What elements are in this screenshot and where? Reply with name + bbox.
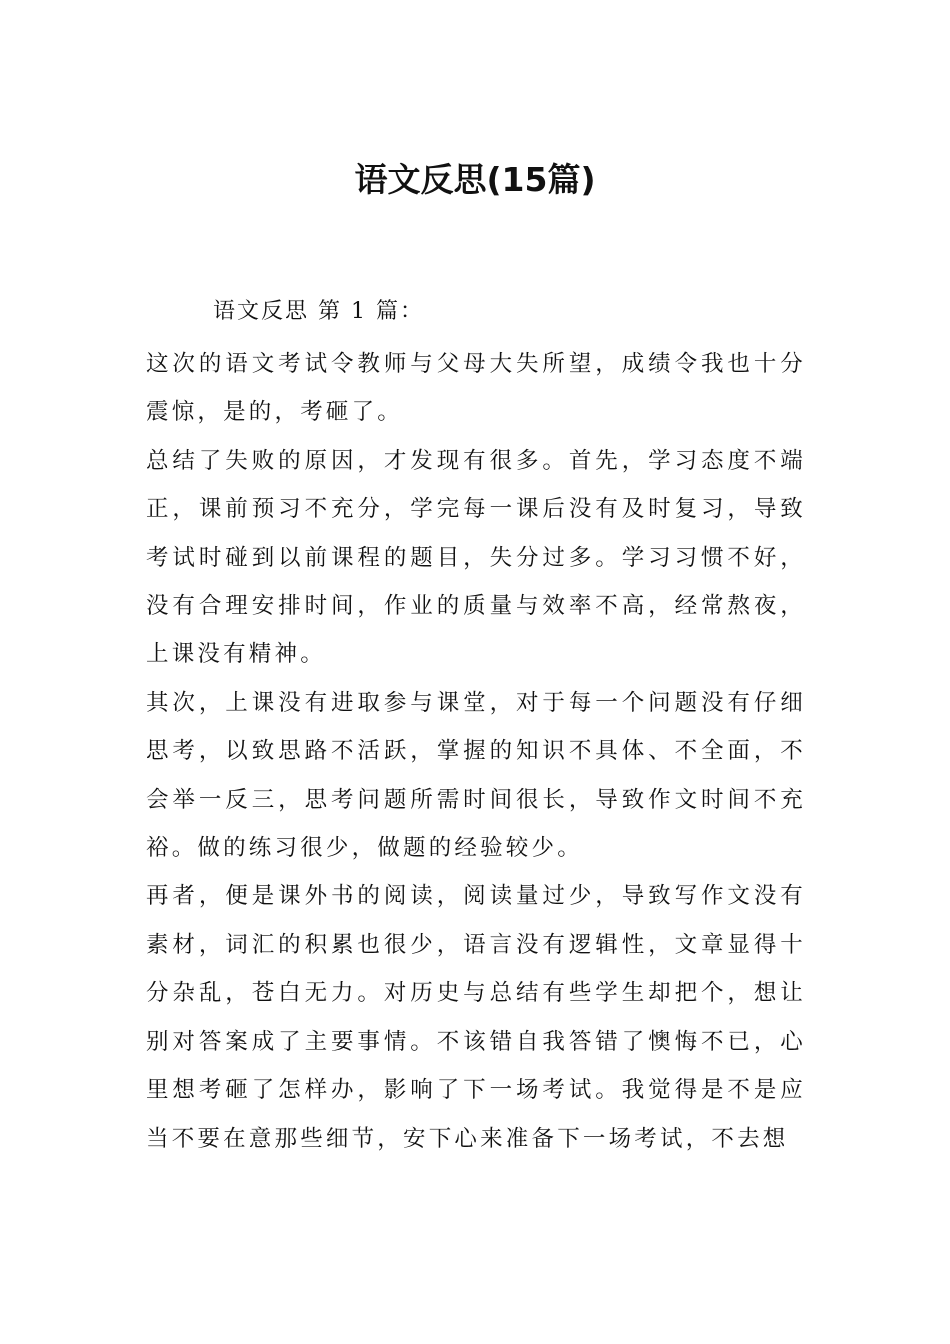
paragraph: 这次的语文考试令教师与父母大失所望，成绩令我也十分震惊，是的，考砸了。: [146, 351, 806, 426]
paragraph: 总结了失败的原因，才发现有很多。首先，学习态度不端正，课前预习不充分，学完每一课后没有及时复习，导致考试时碰到以前课程的题目，失分过多。学习习惯不好，没有合理安排时间，作业的质量与效率不高，经常熬夜，上课没有精神。: [146, 447, 806, 668]
document-title: 语文反思(15篇): [354, 160, 596, 199]
section-heading: 语文反思 第 1 篇：: [213, 299, 424, 324]
document-body: [146, 340, 806, 1163]
paragraph: 再者，便是课外书的阅读，阅读量过少，导致写作文没有素材，词汇的积累也很少，语言没有逻辑性，文章显得十分杂乱，苍白无力。对历史与总结有些学生却把个，想让别对答案成了主要事情。不该错自我答错了懊悔不已，心里想考砸了怎样办，影响了下一场考试。我觉得是不是应当不要在意那些细节，安下心来准备下一场考试，不去想: [146, 883, 806, 1152]
paragraph: 其次，上课没有进取参与课堂，对于每一个问题没有仔细思考，以致思路不活跃，掌握的知识不具体、不全面，不会举一反三，思考问题所需时间很长，导致作文时间不充裕。做的练习很少，做题的经验较少。: [146, 689, 806, 862]
